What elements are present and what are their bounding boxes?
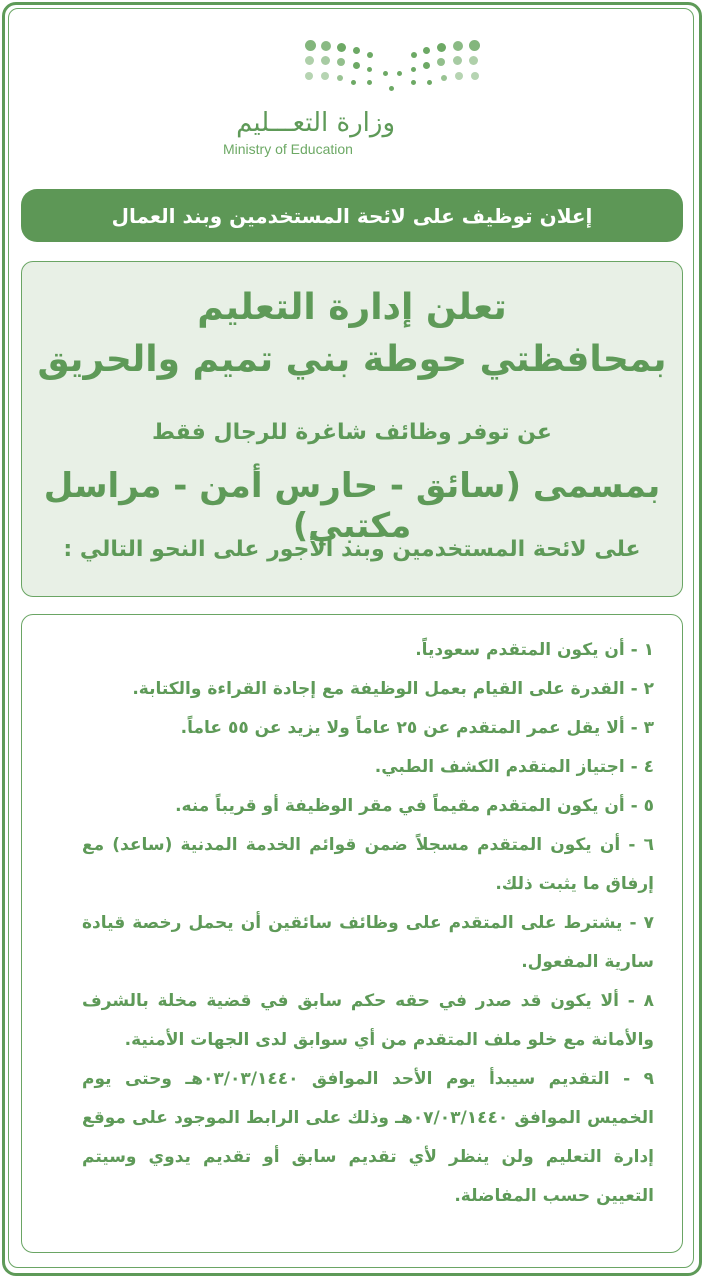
announcement-line-1: تعلن إدارة التعليم: [197, 287, 507, 328]
requirement-item: ٨ - ألا يكون قد صدر في حقه حكم سابق في قضية مخلة بالشرف والأمانة مع خلو ملف المتقدم من أي سوابق لدى الجهات الأمنية.: [82, 991, 654, 1050]
requirement-item: ١ - أن يكون المتقدم سعودياً.: [415, 640, 654, 660]
announcement-banner: [21, 189, 683, 242]
announcement-line-2: بمحافظتي حوطة بني تميم والحريق: [37, 339, 667, 380]
banner-title: إعلان توظيف على لائحة المستخدمين وبند العمال: [111, 203, 593, 228]
requirement-item: ٦ - أن يكون المتقدم مسجلاً ضمن قوائم الخدمة المدنية (ساعد) مع إرفاق ما يثبت ذلك.: [82, 835, 654, 894]
requirements-box: [21, 614, 683, 1253]
ministry-arabic-name: وزارة التعـــليم: [236, 108, 395, 138]
job-titles-line: بمسمى (سائق - حارس أمن - مراسل مكتبي): [43, 466, 661, 546]
requirement-item: ٣ - ألا يقل عمر المتقدم عن ٢٥ عاماً ولا يزيد عن ٥٥ عاماً.: [180, 718, 654, 738]
requirement-item: ٥ - أن يكون المتقدم مقيماً في مقر الوظيفة أو قريباً منه.: [175, 796, 654, 816]
ministry-logo: [220, 38, 490, 163]
announcement-line-3: عن توفر وظائف شاغرة للرجال فقط: [152, 420, 552, 445]
ministry-dots-logo-icon: [305, 38, 485, 98]
requirement-item: ٩ - التقديم سيبدأ يوم الأحد الموافق ٠٣/٠٣/١٤٤٠هـ وحتى يوم الخميس الموافق ٠٧/٠٣/١٤٤٠هـ وذلك على الرابط الموجود على موقع إدارة التعليم ولن ينظر لأي تقديم سابق أو تقديم يدوي وسيتم التعيين حسب المفاضلة.: [82, 1069, 654, 1206]
requirement-item: ٢ - القدرة على القيام بعمل الوظيفة مع إجادة القراءة والكتابة.: [132, 679, 654, 699]
requirement-item: ٤ - اجتياز المتقدم الكشف الطبي.: [374, 757, 654, 777]
announcement-line-5: على لائحة المستخدمين وبند الأجور على النحو التالي :: [63, 537, 641, 562]
requirement-item: ٧ - يشترط على المتقدم على وظائف سائقين أن يحمل رخصة قيادة سارية المفعول.: [82, 913, 654, 972]
ministry-english-name: Ministry of Education: [223, 141, 353, 157]
announcement-header-box: [21, 261, 683, 597]
